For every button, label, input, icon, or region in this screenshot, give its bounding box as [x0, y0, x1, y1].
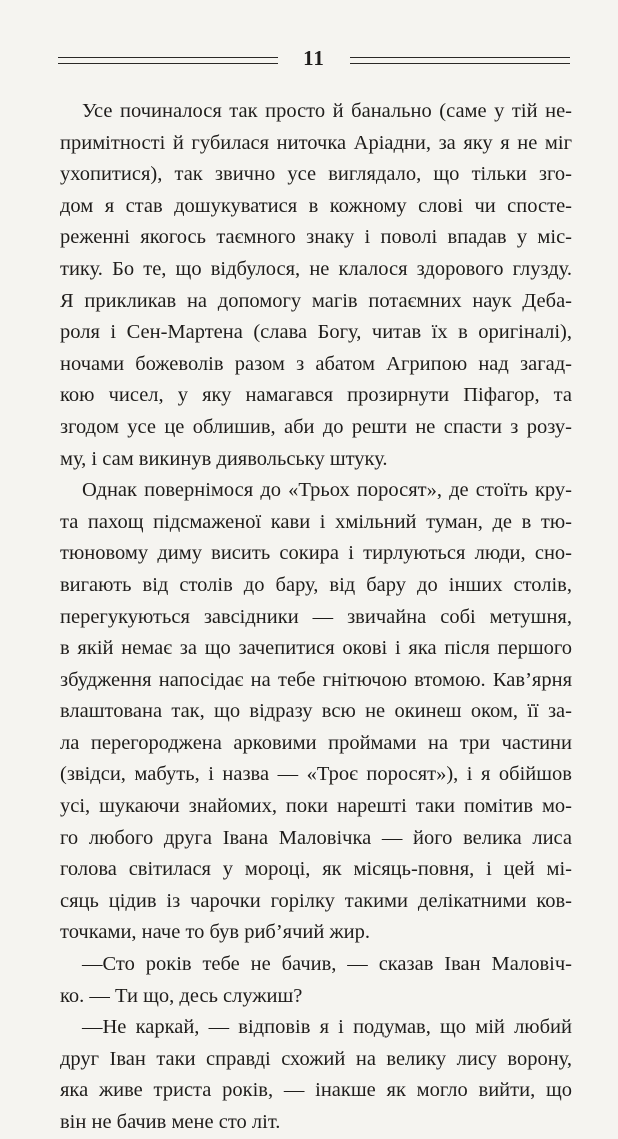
text-line: го любого друга Івана Маловічка — його велика лиса [60, 826, 572, 849]
page-header [58, 44, 570, 74]
text-line: ла перегороджена арковими проймами на три частини [60, 731, 572, 754]
text-line: сяць цідив із чарочки горілку такими делікатними ков- [60, 889, 572, 912]
text-line: реженні якогось таємного знаку і поволі впадав у міс- [60, 226, 572, 249]
text-line: Я прикликав на допомогу магів потаємних наук Деба- [60, 289, 572, 312]
text-line: збудження напосідає на тебе гнітючою втомою. Кав’ярня [60, 668, 572, 691]
text-line: Однак повернімося до «Трьох поросят», де стоїть кру- [82, 479, 572, 502]
page-number: 11 [303, 46, 325, 70]
text-line: в якій немає за що зачепитися окові і яка після першого [60, 637, 572, 660]
header-rule-right [350, 57, 570, 64]
body-text [60, 96, 572, 1139]
text-line: (звідси, мабуть, і назва — «Троє поросят»), і я обійшов [60, 763, 572, 786]
text-line: дом я став дошукуватися в кожному слові чи спосте- [60, 194, 572, 217]
text-line: ко. — Ти що, десь служиш? [60, 984, 303, 1007]
text-line: кою чисел, у яку намагався прозирнути Піфагор, та [60, 384, 572, 407]
text-line: та пахощ підсмаженої кави і хмільний туман, де в тю- [60, 510, 572, 533]
text-line: влаштована так, що відразу всю не окинеш оком, її за- [60, 700, 572, 723]
text-line: тику. Бо те, що відбулося, не клалося здорового глузду. [60, 257, 572, 280]
text-line: точками, наче то був риб’ячий жир. [60, 921, 371, 944]
text-line: —Сто років тебе не бачив, — сказав Іван Маловіч- [82, 953, 572, 976]
text-line: яка живе триста років, — інакше як могло вийти, що [60, 1079, 572, 1102]
text-line: примітності й губилася ниточка Аріадни, за яку я не міг [60, 131, 572, 154]
text-line: він не бачив мене сто літ. [60, 1111, 281, 1133]
text-line: ухопитися), так звично усе виглядало, що тільки зго- [60, 163, 572, 186]
text-line: Усе починалося так просто й банально (саме у тій не- [82, 100, 572, 122]
text-line: ночами божеволів разом з абатом Агрипою над загад- [60, 352, 572, 375]
text-line: друг Іван таки справді схожий на велику лису ворону, [60, 1047, 572, 1070]
text-line: усі, шукаючи знайомих, поки нарешті таки помітив мо- [60, 795, 572, 818]
text-line: му, і сам викинув диявольську штуку. [60, 447, 388, 470]
text-line: перегукуються завсідники — звичайна собі метушня, [60, 605, 572, 628]
text-line: роля і Сен-Мартена (слава Богу, читав їх в оригіналі), [60, 321, 572, 344]
text-line: тюновому диму висить сокира і тирлуються люди, сно- [60, 542, 572, 565]
text-line: вигають від столів до бару, від бару до інших столів, [60, 573, 572, 596]
text-line: голова світилася у мороці, як місяць-повня, і цей мі- [60, 858, 572, 881]
text-line: —Не каркай, — відповів я і подумав, що мій любий [82, 1016, 572, 1039]
text-line: згодом усе це облишив, аби до решти не спасти з розу- [60, 415, 572, 438]
